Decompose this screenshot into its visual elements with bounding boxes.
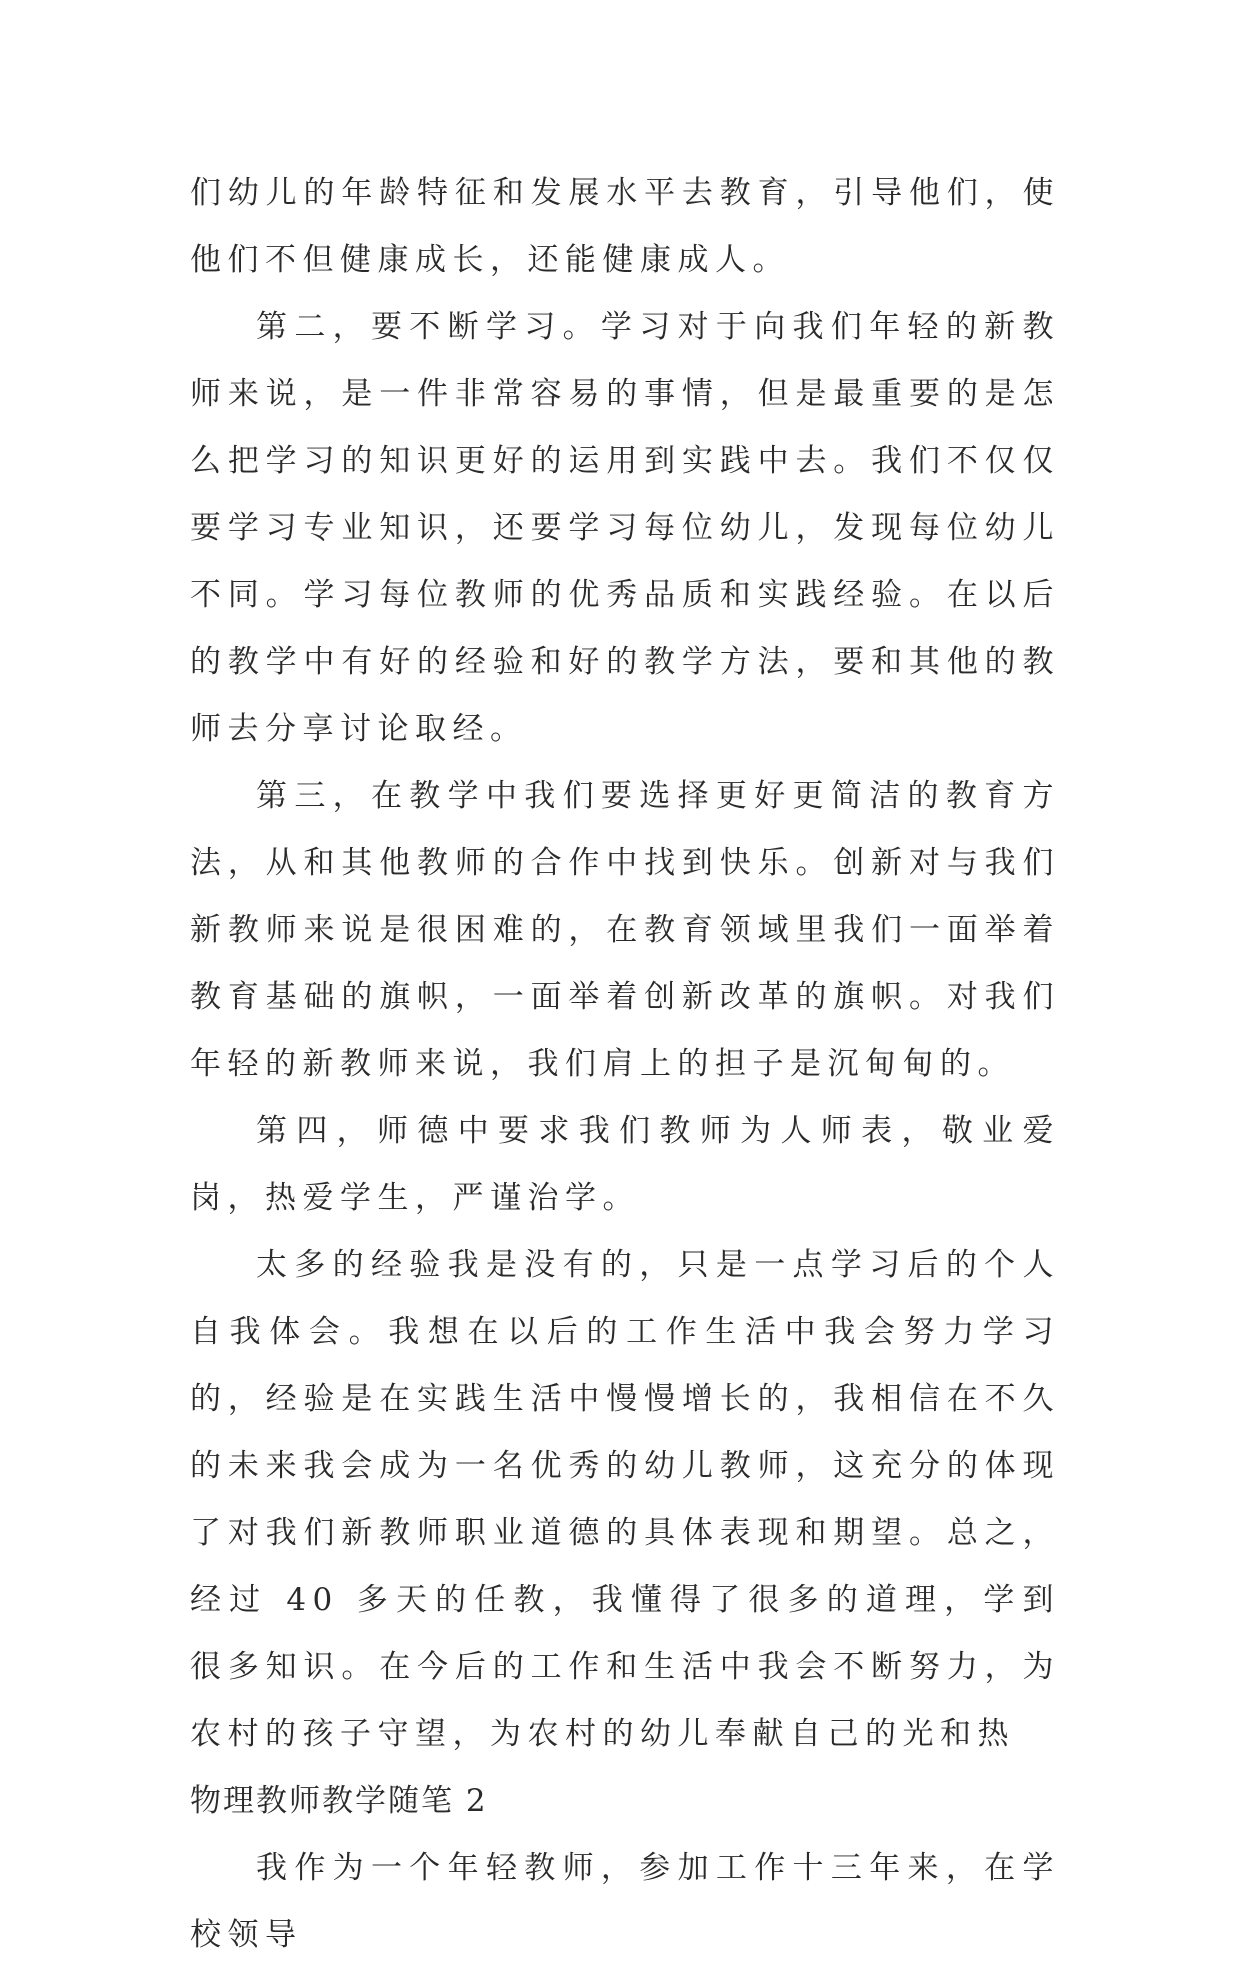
paragraph-conclusion: 太多的经验我是没有的，只是一点学习后的个人自我体会。我想在以后的工作生活中我会努力学习的，经验是在实践生活中慢慢增长的，我相信在不久的未来我会成为一名优秀的幼儿教师，这充分的体现了对我们新教师职业道德的具体表现和期望。总之，经过 40 多天的任教，我懂得了很多的道理，学到很多知识。在今后的工作和生活中我会不断努力，为农村的孩子守望，为农村的幼儿奉献自己的光和热 bbox=[190, 1247, 1060, 1752]
document-body bbox=[190, 160, 1060, 1969]
paragraph-next-section-start: 我作为一个年轻教师，参加工作十三年来，在学校领导 bbox=[190, 1850, 1060, 1953]
paragraph-point-two: 第二，要不断学习。学习对于向我们年轻的新教师来说，是一件非常容易的事情，但是最重要的是怎么把学习的知识更好的运用到实践中去。我们不仅仅要学习专业知识，还要学习每位幼儿，发现每位幼儿不同。学习每位教师的优秀品质和实践经验。在以后的教学中有好的经验和好的教学方法，要和其他的教师去分享讨论取经。 bbox=[190, 309, 1060, 747]
paragraph-point-four: 第四，师德中要求我们教师为人师表，敬业爱岗，热爱学生，严谨治学。 bbox=[190, 1113, 1060, 1216]
paragraph-continuation: 们幼儿的年龄特征和发展水平去教育，引导他们，使他们不但健康成长，还能健康成人。 bbox=[190, 175, 1060, 278]
paragraph-point-three: 第三，在教学中我们要选择更好更简洁的教育方法，从和其他教师的合作中找到快乐。创新对与我们新教师来说是很困难的，在教育领域里我们一面举着教育基础的旗帜，一面举着创新改革的旗帜。对我们年轻的新教师来说，我们肩上的担子是沉甸甸的。 bbox=[190, 778, 1060, 1082]
section-title: 物理教师教学随笔 2 bbox=[190, 1783, 488, 1819]
